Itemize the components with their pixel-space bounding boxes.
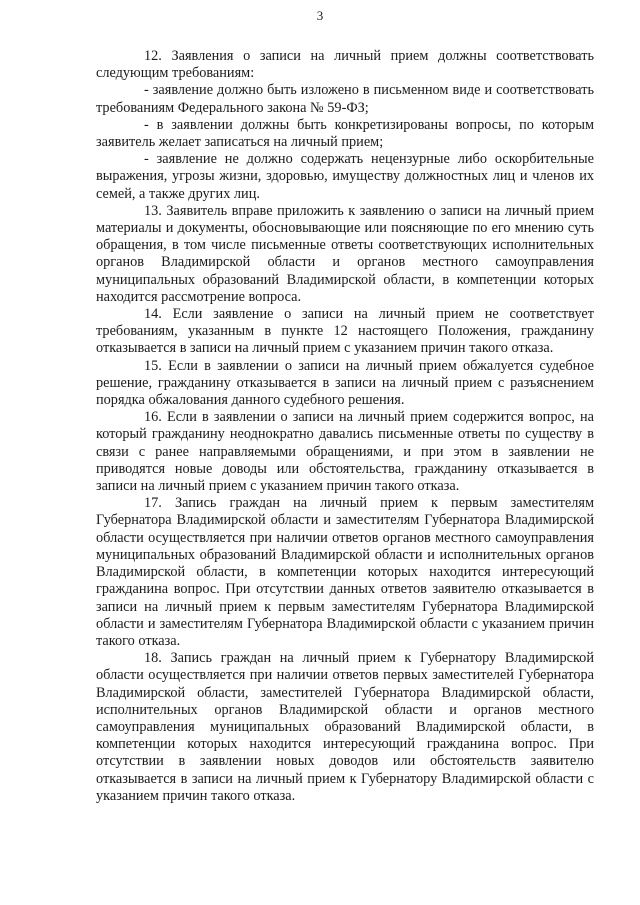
paragraph-18: 18. Запись граждан на личный прием к Губернатору Владимирской области осуществляется при наличии ответов первых заместителей Губернатора Владимирской области, заместителей Губернатора Владимирской области, исполнительных органов Владимирской области и органов местного самоуправления муниципальных образований Владимирской области, в компетенции которых находится интересующий гражданина вопрос. При отсутствии в заявлении новых доводов или обстоятельств заявителю отказывается в записи на личный прием к Губернатору Владимирской области с указанием причин такого отказа. bbox=[96, 650, 594, 804]
requirement-written-form: - заявление должно быть изложено в письменном виде и соответствовать требованиям Федерального закона № 59-ФЗ; bbox=[96, 82, 594, 116]
paragraph-13: 13. Заявитель вправе приложить к заявлению о записи на личный прием материалы и документы, обосновывающие или поясняющие по его мнению суть обращения, в том числе письменные ответы соответствующих исполнительных органов Владимирской области и органов местного самоуправления муниципальных образований Владимирской области, в компетенции которых находится рассмотрение вопроса. bbox=[96, 202, 594, 305]
paragraph-17: 17. Запись граждан на личный прием к первым заместителям Губернатора Владимирской области и заместителям Губернатора Владимирской области осуществляется при наличии ответов органов местного самоуправления муниципальных образований Владимирской области и исполнительных органов Владимирской области, в компетенции которых находится интересующий гражданина вопрос. При отсутствии данных ответов заявителю отказывается в записи на личный прием к первым заместителям Губернатора Владимирской области и заместителям Губернатора Владимирской области с указанием причин такого отказа. bbox=[96, 495, 594, 649]
paragraph-12: 12. Заявления о записи на личный прием должны соответствовать следующим требованиям: bbox=[96, 48, 594, 82]
page-number: 3 bbox=[316, 8, 324, 23]
paragraph-14: 14. Если заявление о записи на личный прием не соответствует требованиям, указанным в пункте 12 настоящего Положения, гражданину отказывается в записи на личный прием с указанием причин такого отказа. bbox=[96, 306, 594, 357]
paragraph-16: 16. Если в заявлении о записи на личный прием содержится вопрос, на который гражданину неоднократно давались письменные ответы по существу в связи с ранее направляемыми обращениями, и при этом в заявлении не приводятся новые доводы или обстоятельства, гражданину отказывается в записи на личный прием с указанием причин такого отказа. bbox=[96, 409, 594, 495]
requirement-no-offensive-language: - заявление не должно содержать нецензурные либо оскорбительные выражения, угрозы жизни, здоровью, имуществу должностных лиц и членов их семей, а также других лиц. bbox=[96, 151, 594, 202]
paragraph-15: 15. Если в заявлении о записи на личный прием обжалуется судебное решение, гражданину отказывается в записи на личный прием с разъяснением порядка обжалования данного судебного решения. bbox=[96, 357, 594, 409]
requirement-specific-questions: - в заявлении должны быть конкретизированы вопросы, по которым заявитель желает записаться на личный прием; bbox=[96, 116, 594, 151]
document-body bbox=[96, 48, 594, 805]
